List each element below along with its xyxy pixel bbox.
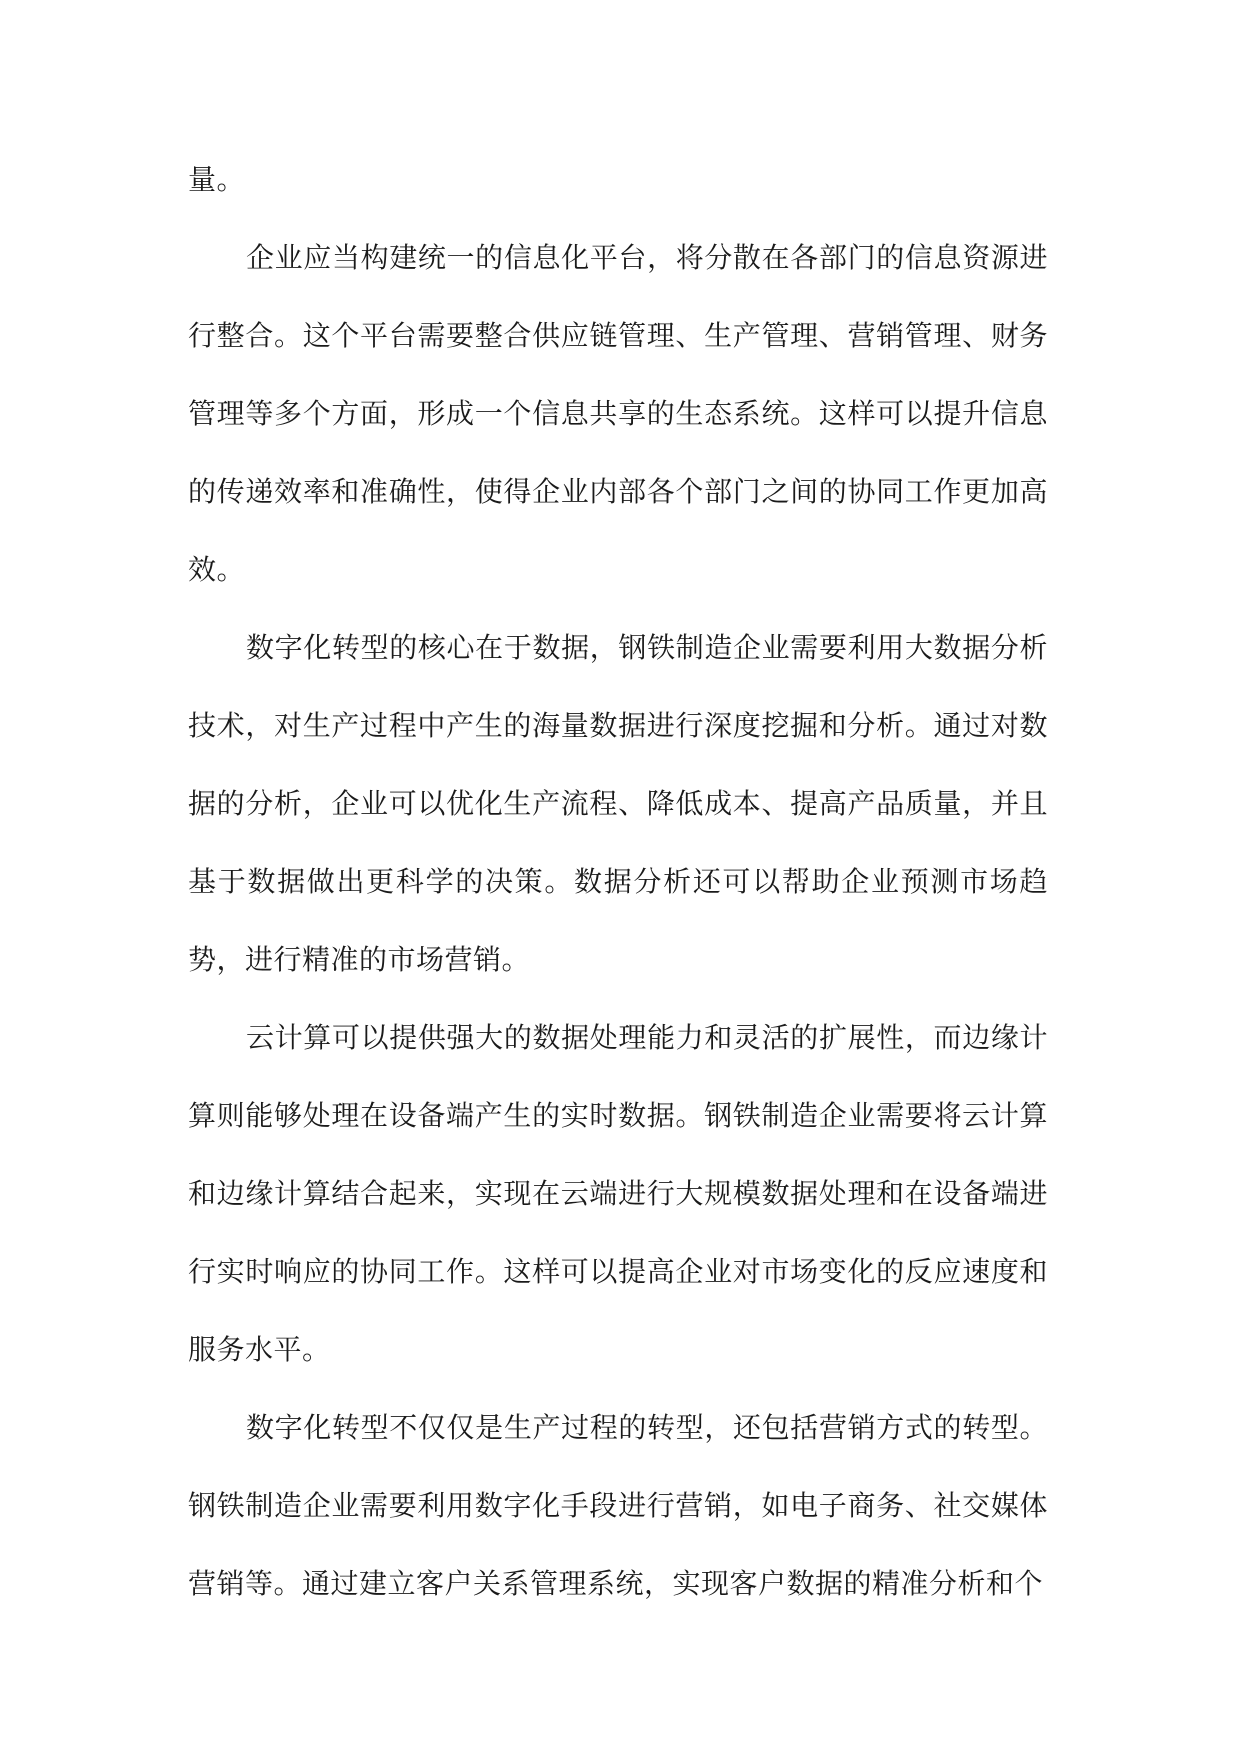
paragraph-continuation: 量。 [188,163,246,196]
paragraph-information-platform: 企业应当构建统一的信息化平台，将分散在各部门的信息资源进行整合。这个平台需要整合供应链管理、生产管理、营销管理、财务管理等多个方面，形成一个信息共享的生态系统。这样可以提升信息的传递效率和准确性，使得企业内部各个部门之间的协同工作更加高效。 [188,241,1048,586]
body-text [188,141,1048,1623]
paragraph-digital-marketing: 数字化转型不仅仅是生产过程的转型，还包括营销方式的转型。钢铁制造企业需要利用数字化手段进行营销，如电子商务、社交媒体营销等。通过建立客户关系管理系统，实现客户数据的精准分析和个 [188,1411,1048,1600]
paragraph-cloud-edge: 云计算可以提供强大的数据处理能力和灵活的扩展性，而边缘计算则能够处理在设备端产生的实时数据。钢铁制造企业需要将云计算和边缘计算结合起来，实现在云端进行大规模数据处理和在设备端进行实时响应的协同工作。这样可以提高企业对市场变化的反应速度和服务水平。 [188,1021,1048,1366]
paragraph-big-data: 数字化转型的核心在于数据，钢铁制造企业需要利用大数据分析技术，对生产过程中产生的海量数据进行深度挖掘和分析。通过对数据的分析，企业可以优化生产流程、降低成本、提高产品质量，并且基于数据做出更科学的决策。数据分析还可以帮助企业预测市场趋势，进行精准的市场营销。 [188,631,1048,976]
